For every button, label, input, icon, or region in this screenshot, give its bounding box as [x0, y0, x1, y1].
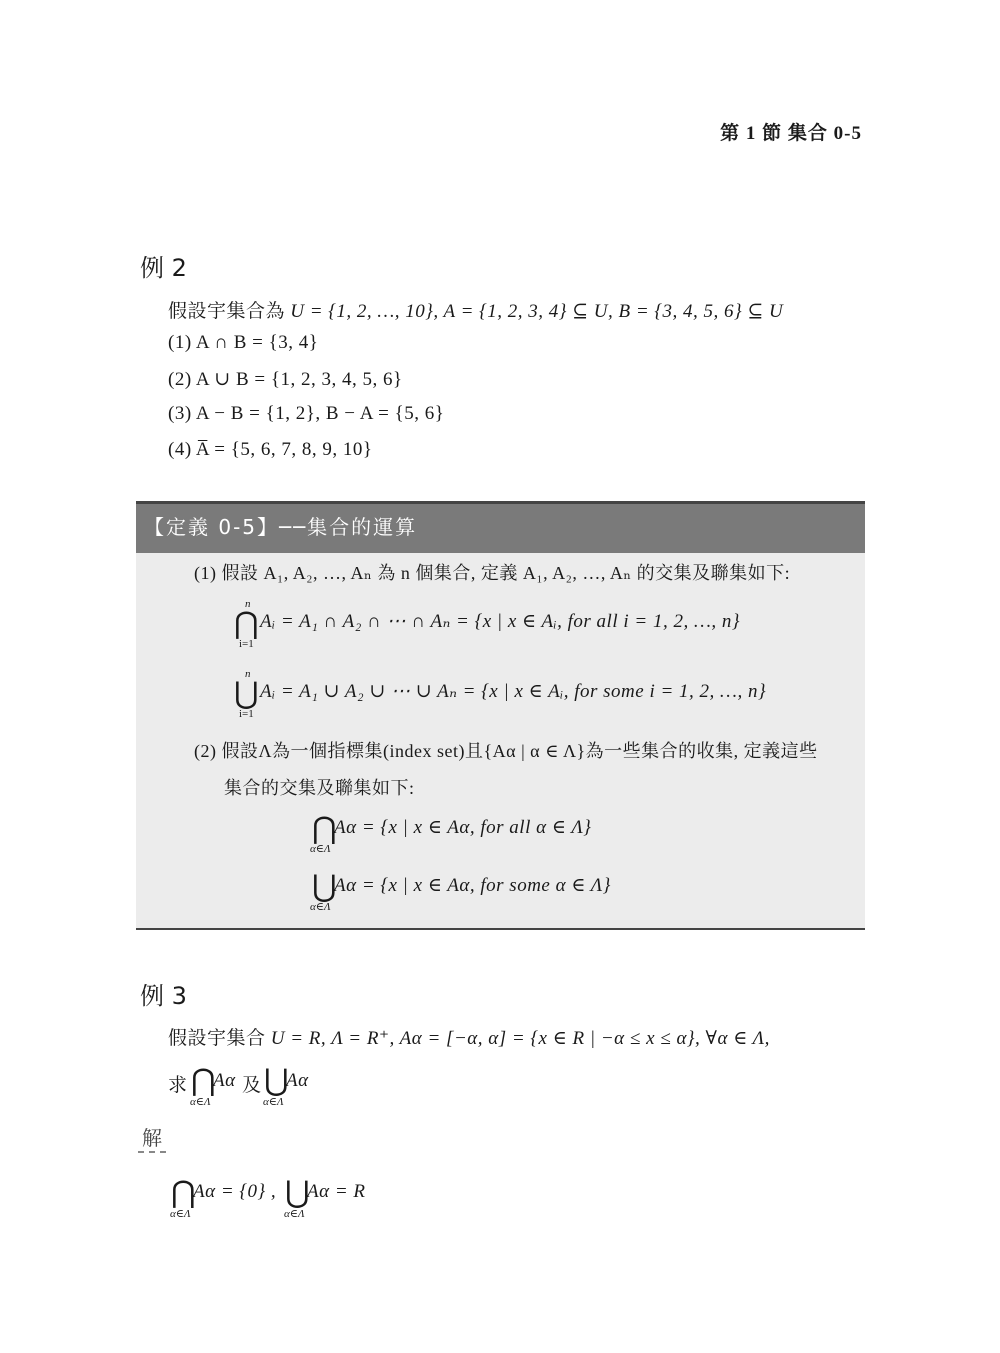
example-2-item-2: (2) A ∪ B = {1, 2, 3, 4, 5, 6}: [168, 369, 403, 390]
example-3-intersection-term: Aα: [213, 1070, 236, 1091]
definition-title: 【定義 0-5】──集合的運算: [144, 515, 418, 539]
example-2-item-4: (4) A̅ = {5, 6, 7, 8, 9, 10}: [168, 439, 373, 460]
example-2-title: 例 2: [140, 254, 187, 282]
example-3-intersection-lower: α∈Λ: [190, 1096, 211, 1108]
answer-intersection-icon: ⋂: [171, 1176, 196, 1209]
example-3-line-1-text: 假設宇集合: [168, 1028, 266, 1049]
example-3-union-lower: α∈Λ: [263, 1096, 284, 1108]
example-3-line-1-math: U = R, Λ = R⁺, Aα = [−α, α] = {x ∈ R | −α ≤ x ≤ α}, ∀α ∈ Λ,: [270, 1028, 770, 1049]
answer-union: Aα = R: [307, 1181, 366, 1202]
example-3-line-1: [168, 1023, 770, 1050]
example-3-ask-prefix: 求: [168, 1075, 188, 1096]
example-2-intro-math: U = {1, 2, …, 10}, A = {1, 2, 3, 4} ⊆ U, B = {3, 4, 5, 6} ⊆ U: [290, 301, 784, 322]
intersection-lower-index: i=1: [239, 638, 254, 650]
definition-part-2-line-2: 集合的交集及聯集如下:: [224, 778, 415, 798]
example-3-intersection-icon: ⋂: [191, 1064, 216, 1097]
definition-part-1: (1) 假設 A₁, A₂, …, Aₙ 為 n 個集合, 定義 A₁, A₂, …, Aₙ 的交集及聯集如下:: [194, 563, 791, 583]
example-3-union-term: Aα: [286, 1070, 309, 1091]
intersection-formula: Aᵢ = A₁ ∩ A₂ ∩ ⋯ ∩ Aₙ = {x | x ∈ Aᵢ, for all i = 1, 2, …, n}: [260, 611, 740, 632]
example-3-union-icon: ⋃: [264, 1064, 289, 1097]
answer-intersection: Aα = {0} ,: [193, 1181, 277, 1202]
page-header: 第 1 節 集合 0-5: [720, 123, 862, 144]
definition-box: [136, 501, 865, 930]
example-2-intro-text: 假設宇集合為: [168, 300, 286, 322]
union-formula: Aᵢ = A₁ ∪ A₂ ∪ ⋯ ∪ Aₙ = {x | x ∈ Aᵢ, for some i = 1, 2, …, n}: [260, 681, 767, 702]
example-2-item-3: (3) A − B = {1, 2}, B − A = {5, 6}: [168, 403, 445, 424]
definition-part-2-line-1: (2) 假設Λ為一個指標集(index set)且{Aα | α ∈ Λ}為一些集合的收集, 定義這些: [194, 741, 818, 761]
solution-label: 解: [138, 1122, 166, 1153]
union-lower-index: i=1: [239, 708, 254, 720]
example-3-ask-mid: 及: [242, 1075, 262, 1096]
answer-intersection-lower: α∈Λ: [170, 1208, 191, 1220]
example-2-intro: [168, 296, 783, 323]
alpha-intersection-icon: ⋂: [312, 812, 337, 845]
definition-title-bar: [136, 504, 865, 553]
alpha-intersection-lower-index: α∈Λ: [310, 843, 331, 855]
big-union-icon: ⋃: [234, 677, 259, 710]
alpha-intersection-formula: Aα = {x | x ∈ Aα, for all α ∈ Λ}: [334, 817, 592, 838]
intersection-upper-index: n: [245, 598, 251, 610]
union-upper-index: n: [245, 668, 251, 680]
example-3-title: 例 3: [140, 982, 187, 1010]
big-intersection-icon: ⋂: [234, 607, 259, 640]
alpha-union-icon: ⋃: [312, 870, 337, 903]
answer-union-lower: α∈Λ: [284, 1208, 305, 1220]
example-2-item-1: (1) A ∩ B = {3, 4}: [168, 332, 319, 353]
alpha-union-lower-index: α∈Λ: [310, 901, 331, 913]
alpha-union-formula: Aα = {x | x ∈ Aα, for some α ∈ Λ}: [334, 875, 611, 896]
answer-union-icon: ⋃: [285, 1176, 310, 1209]
